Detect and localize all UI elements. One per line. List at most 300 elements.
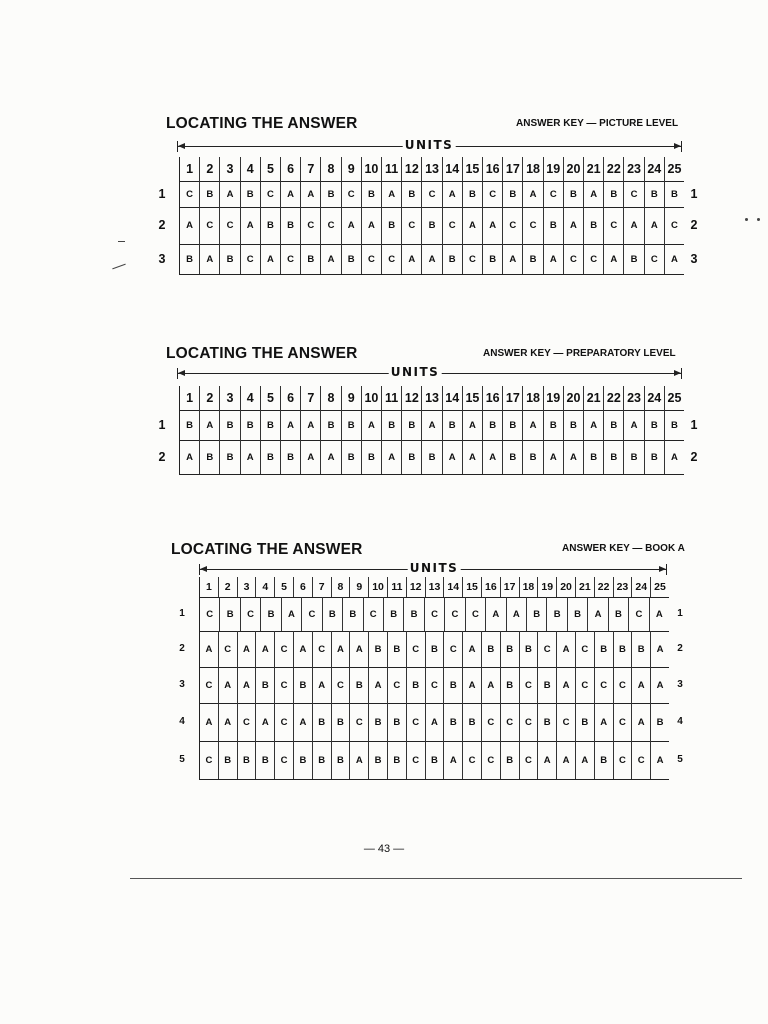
answer-cell: C xyxy=(341,181,361,207)
answer-cell: B xyxy=(387,703,406,741)
answer-row xyxy=(179,410,684,441)
answer-row xyxy=(179,207,684,245)
answer-cell: B xyxy=(522,440,542,474)
answer-cell: C xyxy=(425,667,444,703)
unit-header-cell: 23 xyxy=(613,577,632,597)
answer-cell: C xyxy=(500,703,519,741)
answer-cell: B xyxy=(462,703,481,741)
answer-cell: B xyxy=(387,631,406,667)
unit-header-cell: 21 xyxy=(575,577,594,597)
answer-cell: C xyxy=(237,703,256,741)
answer-cell: C xyxy=(603,207,623,244)
answer-cell: A xyxy=(255,703,274,741)
answer-cell: B xyxy=(361,440,381,474)
answer-cell: C xyxy=(363,597,383,631)
row-number-right: 3 xyxy=(677,679,683,690)
answer-cell: B xyxy=(500,741,519,779)
answer-cell: B xyxy=(425,741,444,779)
answer-cell: A xyxy=(563,440,583,474)
unit-header-cell: 8 xyxy=(320,386,340,410)
answer-cell: B xyxy=(583,207,603,244)
answer-cell: B xyxy=(603,181,623,207)
unit-header-cell: 11 xyxy=(381,386,401,410)
unit-header-cell: 4 xyxy=(240,157,260,181)
unit-header-cell: 22 xyxy=(603,386,623,410)
answer-cell: B xyxy=(293,667,312,703)
answer-cell: B xyxy=(502,440,522,474)
unit-header-cell: 9 xyxy=(349,577,368,597)
answer-cell: B xyxy=(199,440,219,474)
answer-cell: C xyxy=(199,667,218,703)
answer-cell: B xyxy=(537,667,556,703)
answer-cell: C xyxy=(442,207,462,244)
unit-header-cell: 6 xyxy=(293,577,312,597)
unit-header-cell: 5 xyxy=(260,157,280,181)
answer-cell: B xyxy=(368,703,387,741)
scan-mark xyxy=(757,218,760,221)
answer-cell: C xyxy=(274,703,293,741)
answer-cell: B xyxy=(219,410,239,440)
answer-cell: C xyxy=(519,667,538,703)
answer-cell: A xyxy=(650,741,669,779)
units-header-row xyxy=(179,386,684,411)
answer-cell: B xyxy=(613,631,632,667)
unit-header-cell: 23 xyxy=(623,386,643,410)
answer-cell: A xyxy=(603,244,623,274)
unit-header-cell: 10 xyxy=(361,157,381,181)
unit-header-cell: 19 xyxy=(543,386,563,410)
answer-cell: A xyxy=(349,741,368,779)
answer-cell: B xyxy=(179,410,199,440)
unit-header-cell: 8 xyxy=(331,577,350,597)
answer-cell: B xyxy=(219,244,239,274)
answer-cell: B xyxy=(462,181,482,207)
answer-cell: B xyxy=(341,244,361,274)
row-number-right: 5 xyxy=(677,754,683,765)
answer-row xyxy=(179,440,684,475)
answer-cell: B xyxy=(482,244,502,274)
answer-cell: B xyxy=(387,741,406,779)
unit-header-cell: 21 xyxy=(583,157,603,181)
answer-cell: C xyxy=(179,181,199,207)
answer-cell: B xyxy=(664,410,684,440)
answer-cell: B xyxy=(368,741,387,779)
answer-cell: B xyxy=(664,181,684,207)
unit-header-cell: 13 xyxy=(421,386,441,410)
row-number-left: 3 xyxy=(158,251,166,266)
answer-cell: C xyxy=(664,207,684,244)
answer-cell: A xyxy=(543,244,563,274)
row-number-right: 2 xyxy=(690,449,698,464)
answer-cell: C xyxy=(421,181,441,207)
answer-cell: C xyxy=(331,667,350,703)
answer-cell: A xyxy=(462,440,482,474)
unit-header-cell: 9 xyxy=(341,386,361,410)
row-number-right: 2 xyxy=(677,643,683,654)
unit-header-cell: 4 xyxy=(255,577,274,597)
unit-header-cell: 19 xyxy=(537,577,556,597)
answer-cell: C xyxy=(218,631,237,667)
answer-cell: C xyxy=(260,181,280,207)
answer-cell: B xyxy=(543,207,563,244)
answer-cell: A xyxy=(300,410,320,440)
answer-cell: A xyxy=(381,440,401,474)
unit-header-cell: 13 xyxy=(421,157,441,181)
answer-cell: C xyxy=(406,741,425,779)
units-span-arrow xyxy=(177,365,682,379)
answer-cell: C xyxy=(543,181,563,207)
unit-header-cell: 12 xyxy=(401,386,421,410)
answer-cell: A xyxy=(349,631,368,667)
answer-row xyxy=(199,741,669,780)
answer-cell: A xyxy=(537,741,556,779)
units-label: UNITS xyxy=(404,138,454,152)
answer-row xyxy=(199,597,669,632)
answer-cell: B xyxy=(608,597,628,631)
answer-cell: C xyxy=(401,207,421,244)
answer-cell: C xyxy=(406,703,425,741)
answer-cell: B xyxy=(331,741,350,779)
answer-cell: B xyxy=(381,207,401,244)
unit-header-cell: 11 xyxy=(381,157,401,181)
answer-cell: C xyxy=(274,667,293,703)
answer-cell: A xyxy=(650,667,669,703)
answer-cell: B xyxy=(623,244,643,274)
unit-header-cell: 25 xyxy=(664,386,684,410)
answer-cell: C xyxy=(443,631,462,667)
answer-cell: C xyxy=(481,741,500,779)
answer-row xyxy=(199,667,669,704)
answer-cell: A xyxy=(583,410,603,440)
answer-row xyxy=(199,631,669,668)
answer-cell: A xyxy=(293,631,312,667)
row-number-right: 4 xyxy=(677,716,683,727)
answer-cell: B xyxy=(300,244,320,274)
unit-header-cell: 4 xyxy=(240,386,260,410)
row-number-left: 2 xyxy=(158,218,166,232)
answer-cell: B xyxy=(442,244,462,274)
row-number-right: 1 xyxy=(677,608,683,619)
answer-cell: B xyxy=(401,440,421,474)
unit-header-cell: 18 xyxy=(522,157,542,181)
answer-cell: A xyxy=(522,181,542,207)
answer-cell: A xyxy=(482,207,502,244)
answer-cell: C xyxy=(199,207,219,244)
answer-cell: B xyxy=(312,703,331,741)
answer-cell: B xyxy=(255,667,274,703)
unit-header-cell: 24 xyxy=(644,157,664,181)
answer-cell: A xyxy=(563,207,583,244)
unit-header-cell: 1 xyxy=(179,386,199,410)
answer-cell: A xyxy=(462,410,482,440)
answer-cell: A xyxy=(631,667,650,703)
unit-header-cell: 2 xyxy=(199,386,219,410)
answer-cell: A xyxy=(368,667,387,703)
answer-cell: B xyxy=(331,703,350,741)
unit-header-cell: 25 xyxy=(650,577,669,597)
answer-cell: B xyxy=(644,181,664,207)
answer-cell: A xyxy=(361,207,381,244)
answer-cell: A xyxy=(281,597,301,631)
answer-cell: B xyxy=(401,181,421,207)
answer-cell: B xyxy=(260,207,280,244)
answer-cell: B xyxy=(522,244,542,274)
answer-cell: A xyxy=(502,244,522,274)
answer-cell: B xyxy=(603,440,623,474)
answer-cell: A xyxy=(280,181,300,207)
arrow-left-icon xyxy=(178,143,185,149)
unit-header-cell: 14 xyxy=(443,577,462,597)
unit-header-cell: 1 xyxy=(179,157,199,181)
answer-cell: B xyxy=(481,631,500,667)
unit-header-cell: 6 xyxy=(280,386,300,410)
answer-cell: B xyxy=(421,207,441,244)
answer-cell: B xyxy=(502,181,522,207)
answer-cell: B xyxy=(442,410,462,440)
unit-header-cell: 10 xyxy=(361,386,381,410)
unit-header-cell: 6 xyxy=(280,157,300,181)
answer-cell: C xyxy=(462,741,481,779)
answer-cell: C xyxy=(312,631,331,667)
answer-cell: B xyxy=(342,597,362,631)
row-number-right: 1 xyxy=(690,186,698,201)
answer-cell: C xyxy=(444,597,464,631)
answer-cell: A xyxy=(341,207,361,244)
answer-cell: C xyxy=(519,741,538,779)
row-number-left: 2 xyxy=(158,449,166,464)
answer-cell: C xyxy=(274,631,293,667)
answer-cell: C xyxy=(240,597,260,631)
answer-cell: B xyxy=(543,410,563,440)
answer-cell: B xyxy=(240,181,260,207)
answer-cell: C xyxy=(613,741,632,779)
unit-header-cell: 16 xyxy=(482,386,502,410)
unit-header-cell: 15 xyxy=(462,577,481,597)
answer-cell: B xyxy=(546,597,566,631)
answer-cell: C xyxy=(361,244,381,274)
answer-cell: C xyxy=(406,631,425,667)
answer-cell: C xyxy=(424,597,444,631)
scan-mark xyxy=(112,264,125,270)
unit-header-cell: 1 xyxy=(199,577,218,597)
scan-mark xyxy=(118,241,125,242)
answer-cell: C xyxy=(381,244,401,274)
answer-cell: B xyxy=(594,631,613,667)
unit-header-cell: 5 xyxy=(260,386,280,410)
answer-row xyxy=(179,181,684,208)
unit-header-cell: 20 xyxy=(556,577,575,597)
row-number-right: 1 xyxy=(690,417,698,432)
arrow-right-icon xyxy=(659,566,666,572)
answer-cell: A xyxy=(650,631,669,667)
answer-cell: A xyxy=(331,631,350,667)
answer-cell: C xyxy=(556,703,575,741)
answer-cell: C xyxy=(300,207,320,244)
answer-cell: B xyxy=(425,631,444,667)
answer-cell: C xyxy=(349,703,368,741)
answer-cell: C xyxy=(387,667,406,703)
answer-cell: A xyxy=(556,667,575,703)
answer-cell: C xyxy=(631,741,650,779)
row-number-right: 2 xyxy=(690,218,698,232)
answer-cell: A xyxy=(644,207,664,244)
answer-cell: B xyxy=(421,440,441,474)
answer-cell: C xyxy=(199,597,219,631)
answer-cell: A xyxy=(280,410,300,440)
answer-cell: B xyxy=(293,741,312,779)
answer-cell: B xyxy=(526,597,546,631)
answer-cell: B xyxy=(260,440,280,474)
scan-mark xyxy=(745,218,748,221)
answer-key-label: ANSWER KEY — BOOK A xyxy=(562,543,685,554)
answer-cell: B xyxy=(537,703,556,741)
answer-cell: B xyxy=(368,631,387,667)
answer-row xyxy=(199,703,669,742)
answer-cell: B xyxy=(383,597,403,631)
answer-cell: B xyxy=(219,597,239,631)
answer-cell: C xyxy=(537,631,556,667)
row-number-left: 1 xyxy=(179,608,185,619)
answer-cell: A xyxy=(556,631,575,667)
answer-cell: B xyxy=(320,181,340,207)
answer-cell: A xyxy=(583,181,603,207)
answer-cell: B xyxy=(219,440,239,474)
answer-cell: A xyxy=(237,667,256,703)
unit-header-cell: 17 xyxy=(502,157,522,181)
answer-cell: A xyxy=(649,597,669,631)
row-number-left: 1 xyxy=(158,417,166,432)
section-title: LOCATING THE ANSWER xyxy=(166,345,358,362)
answer-cell: A xyxy=(381,181,401,207)
answer-cell: A xyxy=(255,631,274,667)
answer-cell: B xyxy=(199,181,219,207)
answer-cell: C xyxy=(301,597,321,631)
answer-cell: B xyxy=(644,440,664,474)
answer-cell: A xyxy=(240,207,260,244)
answer-cell: A xyxy=(361,410,381,440)
row-number-left: 4 xyxy=(179,716,185,727)
page-number: — 43 — xyxy=(363,843,405,855)
answer-cell: C xyxy=(613,667,632,703)
answer-cell: B xyxy=(563,410,583,440)
answer-cell: B xyxy=(502,410,522,440)
answer-cell: A xyxy=(199,410,219,440)
unit-header-cell: 13 xyxy=(425,577,444,597)
unit-header-cell: 7 xyxy=(300,386,320,410)
answer-cell: C xyxy=(462,244,482,274)
unit-header-cell: 20 xyxy=(563,386,583,410)
answer-cell: A xyxy=(218,703,237,741)
answer-cell: A xyxy=(401,244,421,274)
answer-cell: A xyxy=(664,440,684,474)
arrow-right-icon xyxy=(674,370,681,376)
answer-cell: A xyxy=(543,440,563,474)
answer-cell: A xyxy=(179,207,199,244)
units-header-row xyxy=(179,157,684,182)
answer-cell: A xyxy=(260,244,280,274)
answer-cell: C xyxy=(613,703,632,741)
answer-cell: C xyxy=(623,181,643,207)
unit-header-cell: 10 xyxy=(368,577,387,597)
answer-cell: A xyxy=(485,597,505,631)
answer-cell: B xyxy=(381,410,401,440)
answer-cell: B xyxy=(179,244,199,274)
answer-cell: A xyxy=(240,440,260,474)
answer-cell: B xyxy=(603,410,623,440)
row-number-left: 3 xyxy=(179,679,185,690)
unit-header-cell: 20 xyxy=(563,157,583,181)
unit-header-cell: 8 xyxy=(320,157,340,181)
unit-header-cell: 22 xyxy=(603,157,623,181)
unit-header-cell: 17 xyxy=(500,577,519,597)
answer-cell: B xyxy=(322,597,342,631)
unit-header-cell: 14 xyxy=(442,386,462,410)
answer-cell: B xyxy=(443,703,462,741)
answer-cell: A xyxy=(482,440,502,474)
answer-cell: A xyxy=(481,667,500,703)
unit-header-cell: 2 xyxy=(218,577,237,597)
section-title: LOCATING THE ANSWER xyxy=(171,541,363,558)
answer-cell: B xyxy=(260,597,280,631)
answer-cell: C xyxy=(575,667,594,703)
unit-header-cell: 7 xyxy=(300,157,320,181)
arrow-left-icon xyxy=(200,566,207,572)
answer-cell: B xyxy=(280,440,300,474)
answer-cell: A xyxy=(522,410,542,440)
answer-cell: B xyxy=(255,741,274,779)
answer-cell: B xyxy=(500,667,519,703)
answer-cell: A xyxy=(556,741,575,779)
answer-cell: C xyxy=(320,207,340,244)
answer-cell: A xyxy=(312,667,331,703)
unit-header-cell: 24 xyxy=(644,386,664,410)
answer-cell: C xyxy=(644,244,664,274)
answer-cell: A xyxy=(623,207,643,244)
answer-cell: A xyxy=(293,703,312,741)
answer-cell: A xyxy=(506,597,526,631)
answer-cell: B xyxy=(280,207,300,244)
answer-key-label: ANSWER KEY — PICTURE LEVEL xyxy=(516,118,679,129)
units-label: UNITS xyxy=(390,365,440,379)
answer-cell: C xyxy=(594,667,613,703)
answer-cell: B xyxy=(240,410,260,440)
answer-cell: A xyxy=(462,207,482,244)
answer-cell: A xyxy=(199,703,218,741)
units-label: UNITS xyxy=(409,561,459,575)
unit-header-cell: 22 xyxy=(594,577,613,597)
answer-cell: A xyxy=(594,703,613,741)
answer-cell: B xyxy=(650,703,669,741)
unit-header-cell: 23 xyxy=(623,157,643,181)
unit-header-cell: 24 xyxy=(631,577,650,597)
answer-cell: A xyxy=(199,244,219,274)
unit-header-cell: 18 xyxy=(519,577,538,597)
answer-cell: B xyxy=(500,631,519,667)
answer-cell: B xyxy=(563,181,583,207)
answer-cell: A xyxy=(425,703,444,741)
answer-cell: B xyxy=(583,440,603,474)
answer-cell: C xyxy=(583,244,603,274)
unit-header-cell: 9 xyxy=(341,157,361,181)
unit-header-cell: 5 xyxy=(274,577,293,597)
unit-header-cell: 3 xyxy=(237,577,256,597)
answer-cell: A xyxy=(575,741,594,779)
unit-header-cell: 16 xyxy=(482,157,502,181)
section-title: LOCATING THE ANSWER xyxy=(166,115,358,132)
answer-cell: B xyxy=(482,410,502,440)
answer-cell: B xyxy=(644,410,664,440)
answer-cell: A xyxy=(462,667,481,703)
